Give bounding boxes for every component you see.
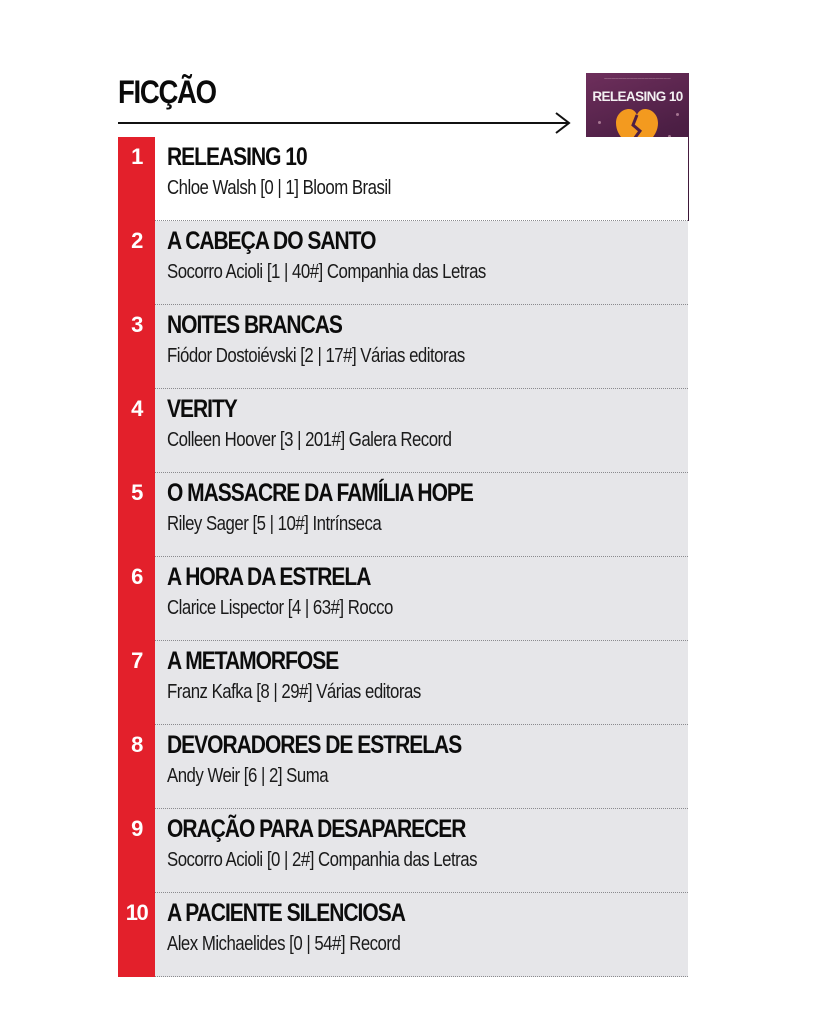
rank-badge [118, 641, 155, 725]
rank-badge [118, 137, 155, 221]
rank-number: 3 [131, 312, 142, 337]
section-title: FICÇÃO [118, 74, 216, 110]
book-meta: Riley Sager [5 | 10#] Intrínseca [167, 513, 382, 535]
book-title: ORAÇÃO PARA DESAPARECER [167, 815, 466, 843]
bestseller-list [118, 137, 688, 977]
rank-number: 10 [125, 900, 148, 925]
rank-number: 2 [131, 228, 142, 253]
book-title: O MASSACRE DA FAMÍLIA HOPE [167, 479, 473, 507]
book-title: DEVORADORES DE ESTRELAS [167, 731, 462, 759]
cover-title: RELEASING 10 [592, 89, 683, 104]
rank-number: 6 [131, 564, 142, 589]
book-meta: Franz Kafka [8 | 29#] Várias editoras [167, 681, 421, 703]
book-meta: Fiódor Dostoiévski [2 | 17#] Várias editoras [167, 345, 465, 367]
book-title: A METAMORFOSE [167, 647, 339, 675]
book-meta: Andy Weir [6 | 2] Suma [167, 765, 329, 787]
list-item[interactable] [118, 557, 688, 641]
book-title: A PACIENTE SILENCIOSA [167, 899, 405, 927]
list-item[interactable] [118, 305, 688, 389]
book-title: NOITES BRANCAS [167, 311, 342, 339]
book-title: A HORA DA ESTRELA [167, 563, 371, 591]
list-item[interactable] [118, 725, 688, 809]
rank-badge [118, 893, 155, 977]
rank-number: 5 [131, 480, 142, 505]
rank-number: 9 [131, 816, 142, 841]
list-item[interactable] [118, 809, 688, 893]
rank-number: 7 [131, 648, 142, 673]
rank-badge [118, 557, 155, 641]
cover-speck [598, 121, 601, 124]
cover-tagline-decoration: —————————————————— [604, 76, 671, 80]
rank-number: 1 [131, 144, 142, 169]
book-title: RELEASING 10 [167, 143, 307, 171]
book-meta: Colleen Hoover [3 | 201#] Galera Record [167, 429, 452, 451]
cover-speck [676, 113, 679, 116]
list-item[interactable] [118, 473, 688, 557]
list-item[interactable] [118, 893, 688, 977]
list-item[interactable] [118, 221, 688, 305]
rank-badge [118, 305, 155, 389]
book-meta: Alex Michaelides [0 | 54#] Record [167, 933, 401, 955]
rank-number: 8 [131, 732, 142, 757]
list-item[interactable] [118, 137, 688, 221]
book-meta: Clarice Lispector [4 | 63#] Rocco [167, 597, 393, 619]
book-meta: Socorro Acioli [0 | 2#] Companhia das Letras [167, 849, 477, 871]
rank-badge [118, 473, 155, 557]
rank-number: 4 [131, 396, 142, 421]
list-item[interactable] [118, 389, 688, 473]
book-title: A CABEÇA DO SANTO [167, 227, 376, 255]
list-item[interactable] [118, 641, 688, 725]
book-meta: Socorro Acioli [1 | 40#] Companhia das Letras [167, 261, 486, 283]
rank-badge [118, 725, 155, 809]
rank-badge [118, 221, 155, 305]
rank-badge [118, 389, 155, 473]
book-meta: Chloe Walsh [0 | 1] Bloom Brasil [167, 177, 391, 199]
book-title: VERITY [167, 395, 237, 423]
arrow-right-icon [118, 112, 572, 134]
rank-badge [118, 809, 155, 893]
